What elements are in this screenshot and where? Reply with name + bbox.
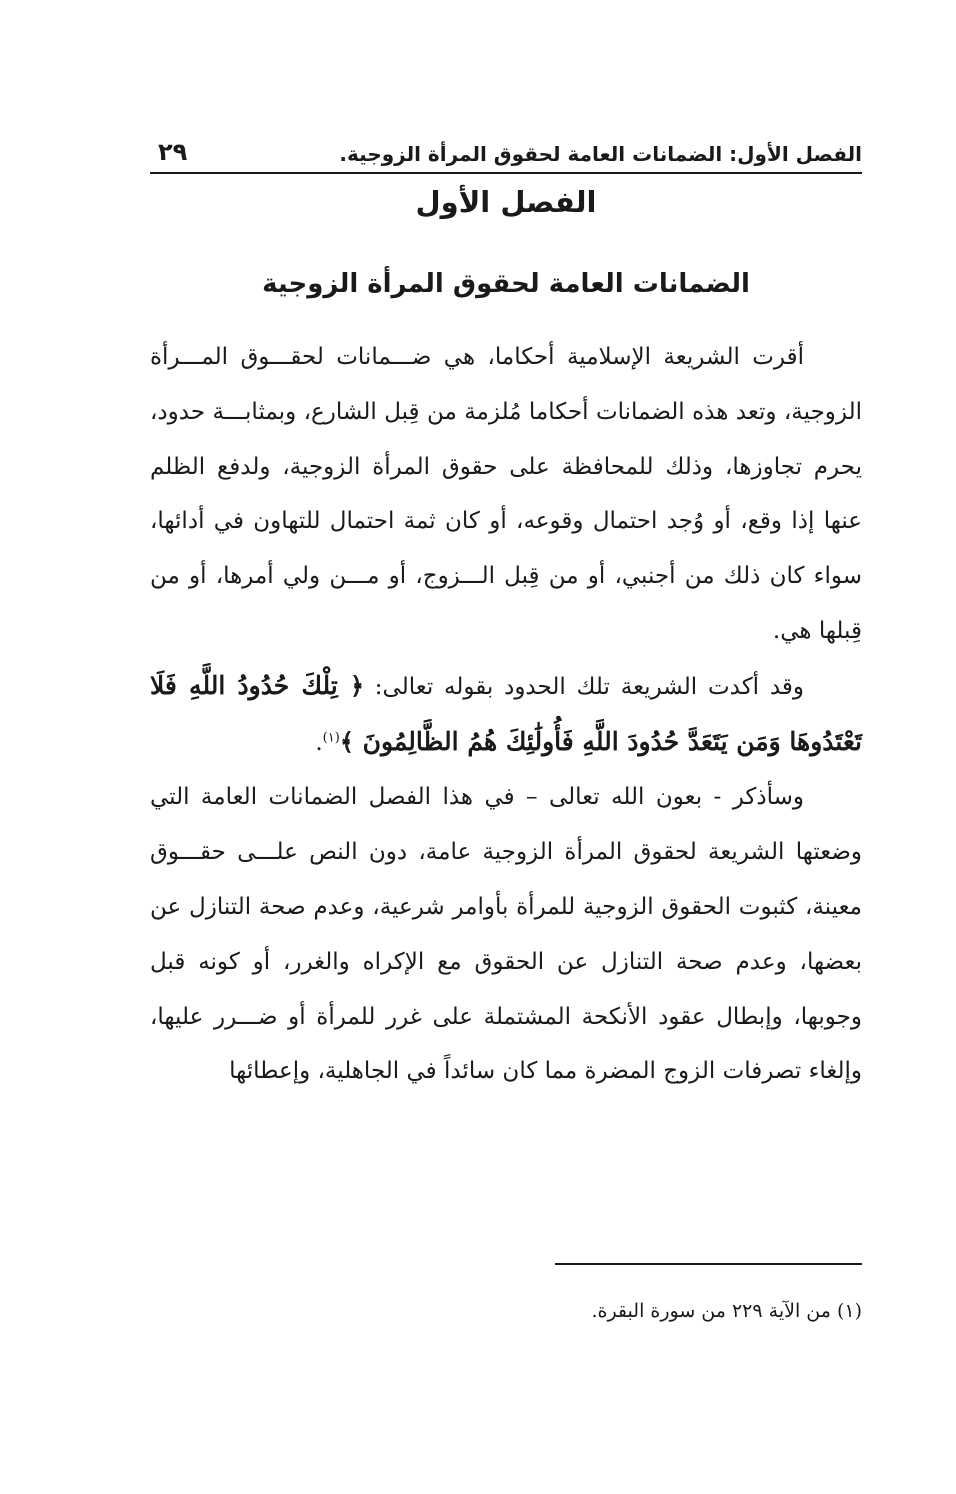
footnote-separator (555, 1263, 862, 1265)
paragraph-3: وسأذكر - بعون الله تعالى – في هذا الفصل الضمانات العامة التي وضعتها الشريعة لحقوق المرأة الزوجية عامة، دون النص علـــى حقـــوق معينة، كثبوت الحقوق الزوجية للمرأة بأوامر شرعية، وعدم صحة التنازل عن بعضها، وعدم صحة التنازل عن الحقوق مع الإكراه والغرر، أو كونه قبل وجوبها، وإبطال عقود الأنكحة المشتملة على غرر للمرأة أو ضـــرر عليها، وإلغاء تصرفات الزوج المضرة مما كان سائداً في الجاهلية، وإعطائها (150, 784, 862, 1085)
paragraph-1: أقرت الشريعة الإسلامية أحكاما، هي ضـــمانات لحقـــوق المـــرأة الزوجية، وتعد هذه الضمانات أحكاما مُلزمة من قِبل الشارع، وبمثابـــة حدود، يحرم تجاوزها، وذلك للمحافظة على حقوق المرأة الزوجية، ولدفع الظلم عنها إذا وقع، أو وُجد احتمال وقوعه، أو كان ثمة احتمال للتهاون في أدائها، سواء كان ذلك من أجنبي، أو من قِبل الـــزوج، أو مـــن ولي أمرها، أو من قِبلها هي. (150, 344, 862, 644)
footnote-reference: (١) (322, 729, 340, 745)
chapter-title: الفصل الأول (415, 185, 597, 219)
verse-close-bracket: ﴾ (339, 726, 354, 756)
quran-verse: تِلْكَ حُدُودُ اللَّهِ فَلَا تَعْتَدُوهَا وَمَن يَتَعَدَّ حُدُودَ اللَّهِ فَأُولَٰئِكَ هُمُ الظَّالِمُونَ (150, 670, 862, 756)
running-header (150, 138, 862, 174)
paragraph-2 (150, 659, 862, 771)
verse-open-bracket: ﴿ (349, 670, 365, 700)
page-number: ٢٩ (158, 138, 188, 166)
verse-end-punctuation: . (315, 729, 323, 756)
section-title: الضمانات العامة لحقوق المرأة الزوجية (262, 269, 750, 299)
footnote: (١) من الآية ٢٢٩ من سورة البقرة. (591, 1300, 862, 1322)
body-text (150, 330, 862, 1099)
running-title: الفصل الأول: الضمانات العامة لحقوق المرأة الزوجية. (339, 142, 862, 166)
verse-intro: وقد أكدت الشريعة تلك الحدود بقوله تعالى: (364, 673, 805, 700)
